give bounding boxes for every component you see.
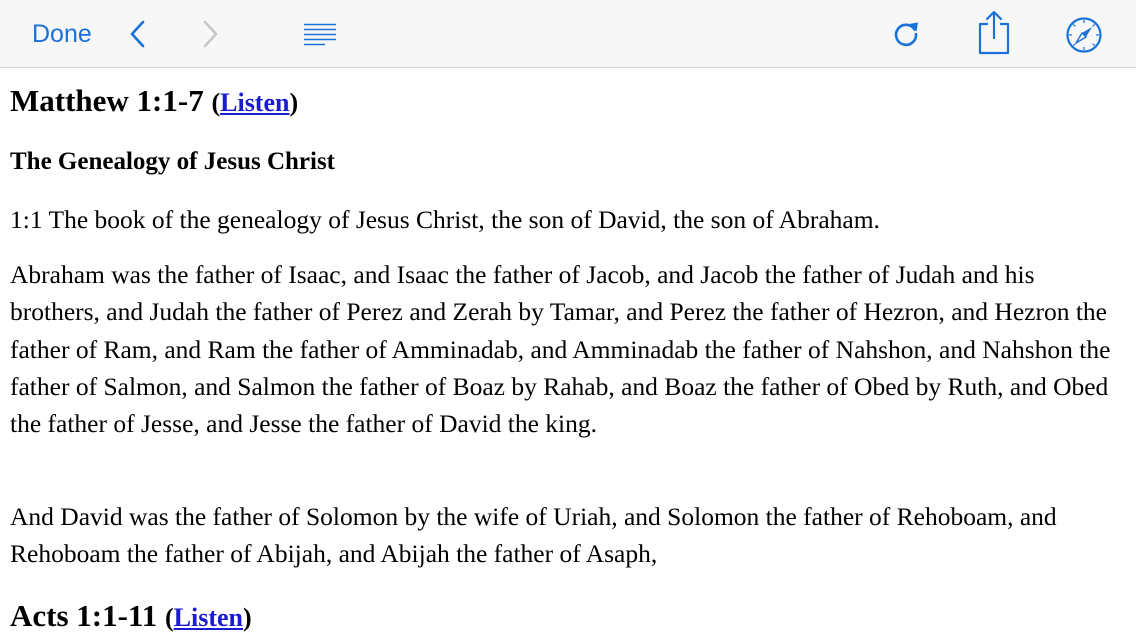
done-button[interactable]: Done: [32, 19, 92, 48]
share-button[interactable]: [972, 6, 1016, 58]
back-button[interactable]: [118, 14, 158, 54]
compass-icon: [1065, 16, 1103, 54]
passage-reference: Matthew 1:1-7: [10, 83, 204, 118]
verse-paragraph-3: And David was the father of Solomon by the wife of Uriah, and Solomon the father of Rehoboam, and Rehoboam the father of Abijah, and Abijah the father of Asaph,: [10, 502, 1057, 569]
listen-group: [211, 88, 298, 117]
open-in-safari-button[interactable]: [1062, 13, 1106, 57]
listen-link-acts[interactable]: Listen: [173, 603, 243, 632]
verse-paragraph-1: 1:1 The book of the genealogy of Jesus Christ, the son of David, the son of Abraham.: [10, 205, 880, 234]
verse-paragraph-2: Abraham was the father of Isaac, and Isaac the father of Jacob, and Jacob the father of Judah and his brothers, and Judah the father of Perez and Zerah by Tamar, and Perez the father of Hezron, and Hezron the father of Ram, and Ram the father of Amminadab, and Amminadab the father of Nahshon, and Nahshon the father of Salmon, and Salmon the father of Boaz by Rahab, and Boaz the father of Obed by Ruth, and Obed the father of Jesse, and Jesse the father of David the king.: [10, 260, 1111, 439]
reload-button[interactable]: [884, 14, 928, 54]
reload-icon: [891, 19, 921, 49]
share-icon: [977, 9, 1011, 55]
browser-toolbar: [0, 0, 1136, 68]
close-paren: ): [243, 603, 252, 632]
passage-title-acts: [10, 598, 252, 636]
open-paren: (: [164, 603, 174, 632]
forward-button[interactable]: [190, 14, 230, 54]
reader-view-button[interactable]: [298, 14, 342, 54]
listen-group: [165, 603, 252, 632]
chevron-left-icon: [127, 19, 149, 49]
chevron-right-icon: [199, 19, 221, 49]
open-paren: (: [211, 88, 221, 117]
close-paren: ): [289, 88, 299, 117]
passage-reference: Acts 1:1-11: [10, 598, 158, 633]
section-heading: The Genealogy of Jesus Christ: [10, 148, 335, 175]
listen-link-matthew[interactable]: Listen: [220, 88, 290, 117]
passage-title-matthew: [10, 83, 298, 121]
reader-lines-icon: [303, 22, 337, 46]
